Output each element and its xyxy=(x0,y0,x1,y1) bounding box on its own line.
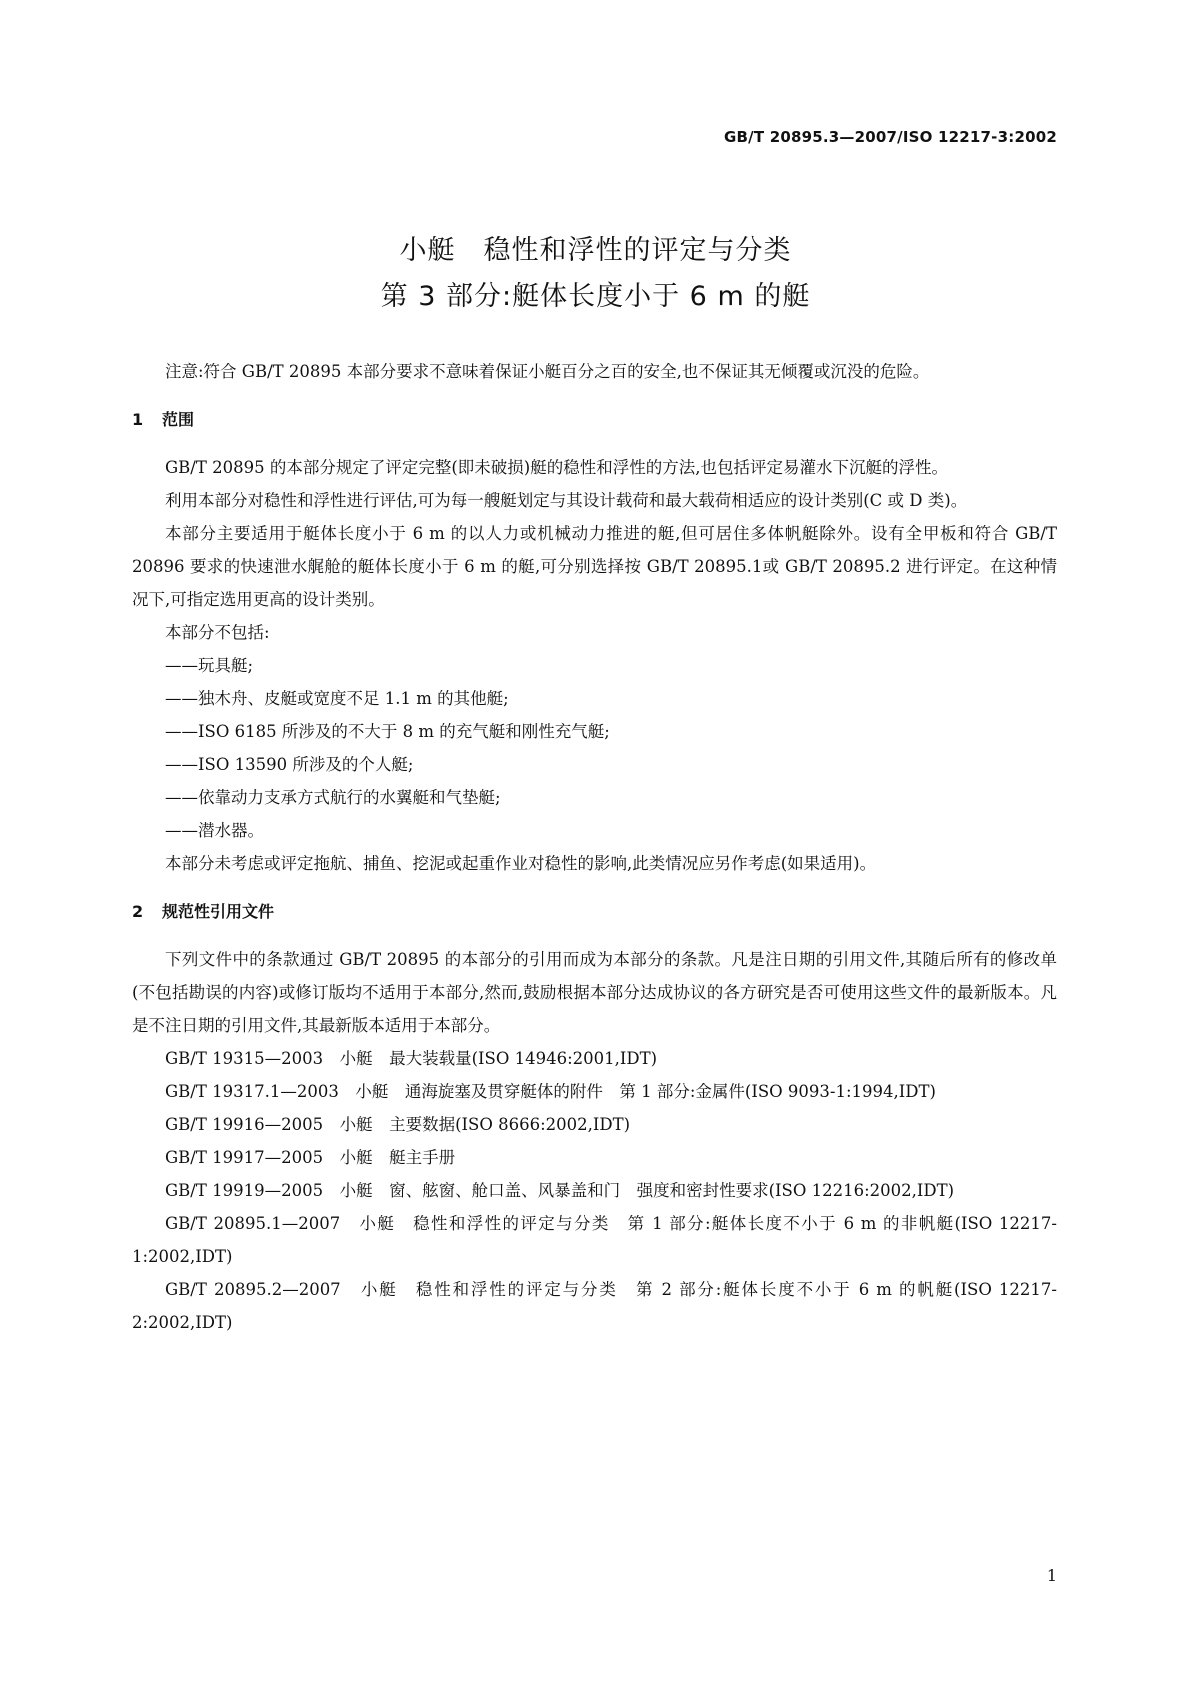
section-1-heading xyxy=(132,403,1057,436)
exclusion-item: ——ISO 13590 所涉及的个人艇; xyxy=(165,755,414,774)
section-1-paragraph: GB/T 20895 的本部分规定了评定完整(即未破损)艇的稳性和浮性的方法,也包括评定易灌水下沉艇的浮性。 xyxy=(165,458,948,477)
exclusion-item: ——依靠动力支承方式航行的水翼艇和气垫艇; xyxy=(165,788,501,807)
exclusion-item: ——ISO 6185 所涉及的不大于 8 m 的充气艇和刚性充气艇; xyxy=(165,722,610,741)
section-1-closing: 本部分未考虑或评定拖航、捕鱼、挖泥或起重作业对稳性的影响,此类情况应另作考虑(如果适用)。 xyxy=(165,854,877,873)
section-1-paragraph: 本部分主要适用于艇体长度小于 6 m 的以人力或机械动力推进的艇,但可居住多体帆艇除外。设有全甲板和符合 GB/T 20896 要求的快速泄水艉舱的艇体长度小于 6 m 的艇,可分别选择按 GB/T 20895.1或 GB/T 20895.2 进行评定。在这种情况下,可指定选用更高的设计类别。 xyxy=(132,524,1057,609)
reference-entry: GB/T 20895.2—2007 小艇 稳性和浮性的评定与分类 第 2 部分:艇体长度不小于 6 m 的帆艇(ISO 12217-2:2002,IDT) xyxy=(132,1280,1057,1332)
section-1-number: 1 xyxy=(132,410,144,429)
section-2-title: 规范性引用文件 xyxy=(162,902,275,921)
reference-entry: GB/T 20895.1—2007 小艇 稳性和浮性的评定与分类 第 1 部分:艇体长度不小于 6 m 的非帆艇(ISO 12217-1:2002,IDT) xyxy=(132,1214,1057,1266)
document-body xyxy=(132,355,1057,1339)
section-2-number: 2 xyxy=(132,902,144,921)
section-1-paragraph: 本部分不包括: xyxy=(165,623,270,642)
section-2-heading xyxy=(132,895,1057,928)
notice-paragraph: 注意:符合 GB/T 20895 本部分要求不意味着保证小艇百分之百的安全,也不保证其无倾覆或沉没的危险。 xyxy=(165,362,930,381)
page-number: 1 xyxy=(1046,1566,1057,1585)
standard-number-header: GB/T 20895.3—2007/ISO 12217-3:2002 xyxy=(724,128,1057,146)
document-title-line2: 第 3 部分:艇体长度小于 6 m 的艇 xyxy=(380,281,811,312)
section-1-title: 范围 xyxy=(162,410,195,429)
exclusion-item: ——独木舟、皮艇或宽度不足 1.1 m 的其他艇; xyxy=(165,689,509,708)
reference-entry: GB/T 19917—2005 小艇 艇主手册 xyxy=(165,1148,456,1167)
exclusion-item: ——玩具艇; xyxy=(165,656,254,675)
document-title-line1: 小艇 稳性和浮性的评定与分类 xyxy=(399,235,792,266)
section-1-paragraph: 利用本部分对稳性和浮性进行评估,可为每一艘艇划定与其设计载荷和最大载荷相适应的设计类别(C 或 D 类)。 xyxy=(165,491,968,510)
exclusion-item: ——潜水器。 xyxy=(165,821,264,840)
reference-entry: GB/T 19919—2005 小艇 窗、舷窗、舱口盖、风暴盖和门 强度和密封性要求(ISO 12216:2002,IDT) xyxy=(165,1181,955,1200)
reference-entry: GB/T 19916—2005 小艇 主要数据(ISO 8666:2002,IDT) xyxy=(165,1115,631,1134)
reference-entry: GB/T 19317.1—2003 小艇 通海旋塞及贯穿艇体的附件 第 1 部分:金属件(ISO 9093-1:1994,IDT) xyxy=(165,1082,936,1101)
reference-entry: GB/T 19315—2003 小艇 最大装载量(ISO 14946:2001,IDT) xyxy=(165,1049,658,1068)
section-2-intro: 下列文件中的条款通过 GB/T 20895 的本部分的引用而成为本部分的条款。凡是注日期的引用文件,其随后所有的修改单(不包括勘误的内容)或修订版均不适用于本部分,然而,鼓励根据本部分达成协议的各方研究是否可使用这些文件的最新版本。凡是不注日期的引用文件,其最新版本适用于本部分。 xyxy=(132,950,1057,1035)
